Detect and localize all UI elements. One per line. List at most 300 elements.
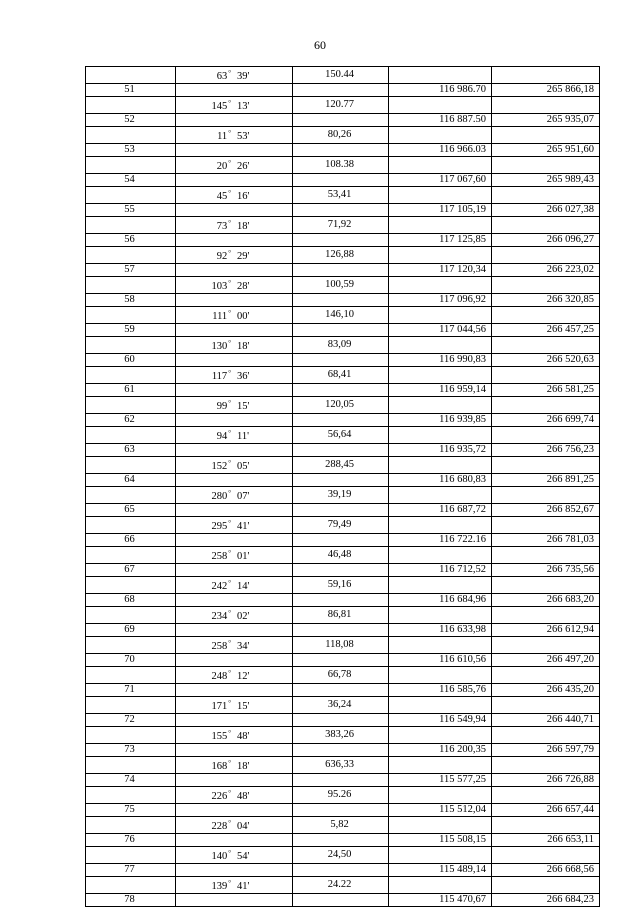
- angle-degrees-value: 63: [216, 71, 228, 82]
- direction-angle-cell: [176, 337, 293, 354]
- direction-angle-cell: [176, 817, 293, 834]
- point-number-cell: [86, 307, 176, 324]
- x-coordinate-cell: 116 684,96: [389, 594, 492, 607]
- angle-minutes: 05': [237, 461, 250, 472]
- point-row: [86, 144, 600, 157]
- y-coordinate-cell: 266 027,38: [492, 204, 600, 217]
- y-coordinate-cell: 266 657,44: [492, 804, 600, 817]
- x-coordinate-cell: [389, 457, 492, 474]
- direction-angle-cell: [176, 564, 293, 577]
- degree-sign: °: [228, 549, 231, 557]
- direction-angle-cell: [176, 504, 293, 517]
- y-coordinate-cell: [492, 187, 600, 204]
- point-number-cell: 55: [86, 204, 176, 217]
- segment-row: [86, 217, 600, 234]
- distance-cell: 46,48: [293, 547, 389, 564]
- point-number-cell: 72: [86, 714, 176, 727]
- x-coordinate-cell: 117 105,19: [389, 204, 492, 217]
- direction-angle-cell: [176, 667, 293, 684]
- x-coordinate-cell: 115 512,04: [389, 804, 492, 817]
- angle-minutes: 15': [237, 401, 250, 412]
- segment-row: [86, 427, 600, 444]
- direction-angle-cell: [176, 264, 293, 277]
- y-coordinate-cell: [492, 487, 600, 504]
- degree-sign: °: [228, 309, 231, 317]
- distance-cell: [293, 714, 389, 727]
- direction-angle: [179, 847, 249, 863]
- x-coordinate-cell: 117 067,60: [389, 174, 492, 187]
- direction-angle-cell: [176, 864, 293, 877]
- point-number-cell: [86, 877, 176, 894]
- direction-angle-cell: [176, 234, 293, 247]
- angle-degrees: [179, 577, 231, 593]
- direction-angle-cell: [176, 534, 293, 547]
- direction-angle-cell: [176, 474, 293, 487]
- point-number-cell: 70: [86, 654, 176, 667]
- distance-cell: 146,10: [293, 307, 389, 324]
- point-row: [86, 774, 600, 787]
- angle-degrees: [179, 217, 231, 233]
- angle-degrees-value: 139: [211, 881, 228, 892]
- y-coordinate-cell: [492, 577, 600, 594]
- direction-angle: [179, 127, 249, 143]
- angle-degrees-value: 171: [211, 701, 228, 712]
- x-coordinate-cell: 117 120,34: [389, 264, 492, 277]
- direction-angle-cell: [176, 727, 293, 744]
- point-row: [86, 474, 600, 487]
- direction-angle: [179, 607, 249, 623]
- angle-degrees-value: 103: [211, 281, 228, 292]
- degree-sign: °: [228, 369, 231, 377]
- angle-degrees: [179, 517, 231, 533]
- direction-angle-cell: [176, 127, 293, 144]
- direction-angle: [179, 787, 249, 803]
- point-row: [86, 114, 600, 127]
- distance-cell: 39,19: [293, 487, 389, 504]
- angle-degrees: [179, 157, 231, 173]
- x-coordinate-cell: [389, 847, 492, 864]
- y-coordinate-cell: [492, 397, 600, 414]
- point-number-cell: 58: [86, 294, 176, 307]
- point-number-cell: 56: [86, 234, 176, 247]
- segment-row: [86, 847, 600, 864]
- degree-sign: °: [228, 399, 231, 407]
- y-coordinate-cell: [492, 457, 600, 474]
- angle-minutes: 48': [237, 731, 250, 742]
- x-coordinate-cell: 116 585,76: [389, 684, 492, 697]
- direction-angle-cell: [176, 697, 293, 714]
- direction-angle-cell: [176, 367, 293, 384]
- point-number-cell: [86, 367, 176, 384]
- degree-sign: °: [228, 789, 231, 797]
- y-coordinate-cell: 266 891,25: [492, 474, 600, 487]
- angle-degrees-value: 228: [211, 821, 228, 832]
- angle-minutes: 28': [237, 281, 250, 292]
- degree-sign: °: [228, 729, 231, 737]
- distance-cell: [293, 594, 389, 607]
- point-row: [86, 534, 600, 547]
- segment-row: [86, 607, 600, 624]
- angle-degrees: [179, 67, 231, 83]
- x-coordinate-cell: [389, 187, 492, 204]
- direction-angle-cell: [176, 247, 293, 264]
- point-number-cell: 57: [86, 264, 176, 277]
- direction-angle: [179, 247, 249, 263]
- x-coordinate-cell: 116 939,85: [389, 414, 492, 427]
- degree-sign: °: [228, 489, 231, 497]
- y-coordinate-cell: 266 497,20: [492, 654, 600, 667]
- direction-angle-cell: [176, 144, 293, 157]
- x-coordinate-cell: 117 044,56: [389, 324, 492, 337]
- distance-cell: [293, 804, 389, 817]
- x-coordinate-cell: 116 712,52: [389, 564, 492, 577]
- point-number-cell: [86, 667, 176, 684]
- degree-sign: °: [228, 429, 231, 437]
- y-coordinate-cell: 266 781,03: [492, 534, 600, 547]
- direction-angle-cell: [176, 457, 293, 474]
- distance-cell: 68,41: [293, 367, 389, 384]
- direction-angle-cell: [176, 84, 293, 97]
- y-coordinate-cell: 266 683,20: [492, 594, 600, 607]
- point-number-cell: 69: [86, 624, 176, 637]
- point-number-cell: 52: [86, 114, 176, 127]
- y-coordinate-cell: [492, 367, 600, 384]
- point-number-cell: [86, 787, 176, 804]
- angle-degrees: [179, 277, 231, 293]
- direction-angle-cell: [176, 594, 293, 607]
- direction-angle-cell: [176, 187, 293, 204]
- segment-row: [86, 547, 600, 564]
- distance-cell: [293, 444, 389, 457]
- y-coordinate-cell: [492, 307, 600, 324]
- coordinates-table-body: [86, 67, 600, 907]
- distance-cell: 120,05: [293, 397, 389, 414]
- degree-sign: °: [228, 639, 231, 647]
- segment-row: [86, 337, 600, 354]
- point-number-cell: 62: [86, 414, 176, 427]
- angle-degrees: [179, 547, 231, 563]
- direction-angle: [179, 97, 249, 113]
- point-row: [86, 744, 600, 757]
- y-coordinate-cell: [492, 427, 600, 444]
- angle-degrees: [179, 877, 231, 893]
- y-coordinate-cell: [492, 847, 600, 864]
- page-number: 60: [314, 38, 326, 52]
- point-number-cell: 65: [86, 504, 176, 517]
- point-number-cell: [86, 337, 176, 354]
- degree-sign: °: [228, 879, 231, 887]
- angle-degrees: [179, 637, 231, 653]
- x-coordinate-cell: 116 200,35: [389, 744, 492, 757]
- point-number-cell: [86, 457, 176, 474]
- direction-angle: [179, 337, 249, 353]
- y-coordinate-cell: 266 612,94: [492, 624, 600, 637]
- point-number-cell: 66: [86, 534, 176, 547]
- x-coordinate-cell: [389, 127, 492, 144]
- point-row: [86, 204, 600, 217]
- point-row: [86, 264, 600, 277]
- segment-row: [86, 67, 600, 84]
- y-coordinate-cell: 266 726,88: [492, 774, 600, 787]
- direction-angle: [179, 277, 249, 293]
- direction-angle-cell: [176, 487, 293, 504]
- direction-angle: [179, 367, 249, 383]
- y-coordinate-cell: 266 756,23: [492, 444, 600, 457]
- y-coordinate-cell: 266 581,25: [492, 384, 600, 397]
- distance-cell: [293, 624, 389, 637]
- angle-minutes: 18': [237, 221, 250, 232]
- segment-row: [86, 667, 600, 684]
- y-coordinate-cell: [492, 517, 600, 534]
- angle-minutes: 16': [237, 191, 250, 202]
- y-coordinate-cell: [492, 247, 600, 264]
- direction-angle-cell: [176, 787, 293, 804]
- y-coordinate-cell: [492, 547, 600, 564]
- point-number-cell: [86, 67, 176, 84]
- x-coordinate-cell: 115 577,25: [389, 774, 492, 787]
- distance-cell: [293, 264, 389, 277]
- distance-cell: [293, 144, 389, 157]
- direction-angle: [179, 487, 249, 503]
- angle-minutes: 53': [237, 131, 250, 142]
- direction-angle-cell: [176, 847, 293, 864]
- direction-angle-cell: [176, 427, 293, 444]
- point-number-cell: [86, 217, 176, 234]
- distance-cell: [293, 474, 389, 487]
- direction-angle-cell: [176, 744, 293, 757]
- point-number-cell: [86, 727, 176, 744]
- angle-minutes: 18': [237, 761, 250, 772]
- point-row: [86, 594, 600, 607]
- point-number-cell: [86, 517, 176, 534]
- y-coordinate-cell: 266 735,56: [492, 564, 600, 577]
- y-coordinate-cell: 266 435,20: [492, 684, 600, 697]
- direction-angle: [179, 397, 249, 413]
- distance-cell: 80,26: [293, 127, 389, 144]
- angle-degrees-value: 248: [211, 671, 228, 682]
- x-coordinate-cell: [389, 697, 492, 714]
- point-number-cell: 68: [86, 594, 176, 607]
- x-coordinate-cell: [389, 727, 492, 744]
- distance-cell: 100,59: [293, 277, 389, 294]
- distance-cell: 66,78: [293, 667, 389, 684]
- direction-angle-cell: [176, 67, 293, 84]
- direction-angle: [179, 877, 249, 893]
- distance-cell: 83,09: [293, 337, 389, 354]
- angle-degrees: [179, 187, 231, 203]
- direction-angle-cell: [176, 354, 293, 367]
- y-coordinate-cell: [492, 757, 600, 774]
- direction-angle: [179, 757, 249, 773]
- y-coordinate-cell: [492, 277, 600, 294]
- point-row: [86, 234, 600, 247]
- segment-row: [86, 457, 600, 474]
- angle-degrees: [179, 427, 231, 443]
- point-number-cell: 76: [86, 834, 176, 847]
- x-coordinate-cell: 117 125,85: [389, 234, 492, 247]
- x-coordinate-cell: [389, 637, 492, 654]
- angle-degrees: [179, 817, 231, 833]
- direction-angle-cell: [176, 577, 293, 594]
- x-coordinate-cell: [389, 667, 492, 684]
- degree-sign: °: [228, 849, 231, 857]
- y-coordinate-cell: 266 457,25: [492, 324, 600, 337]
- angle-minutes: 11': [237, 431, 250, 442]
- x-coordinate-cell: [389, 787, 492, 804]
- angle-degrees-value: 130: [211, 341, 228, 352]
- direction-angle-cell: [176, 324, 293, 337]
- direction-angle: [179, 817, 249, 833]
- point-number-cell: [86, 547, 176, 564]
- distance-cell: 5,82: [293, 817, 389, 834]
- y-coordinate-cell: 265 866,18: [492, 84, 600, 97]
- direction-angle-cell: [176, 204, 293, 217]
- angle-minutes: 39': [237, 71, 250, 82]
- segment-row: [86, 517, 600, 534]
- point-number-cell: 63: [86, 444, 176, 457]
- distance-cell: 36,24: [293, 697, 389, 714]
- angle-degrees-value: 140: [211, 851, 228, 862]
- distance-cell: [293, 744, 389, 757]
- point-number-cell: [86, 187, 176, 204]
- angle-degrees-value: 11: [217, 131, 228, 142]
- x-coordinate-cell: [389, 367, 492, 384]
- point-number-cell: [86, 247, 176, 264]
- x-coordinate-cell: [389, 277, 492, 294]
- y-coordinate-cell: 266 320,85: [492, 294, 600, 307]
- angle-degrees: [179, 337, 231, 353]
- x-coordinate-cell: 116 935,72: [389, 444, 492, 457]
- x-coordinate-cell: [389, 67, 492, 84]
- distance-cell: 24.22: [293, 877, 389, 894]
- y-coordinate-cell: [492, 727, 600, 744]
- x-coordinate-cell: 116 633,98: [389, 624, 492, 637]
- direction-angle: [179, 307, 249, 323]
- angle-degrees-value: 20: [216, 161, 228, 172]
- point-number-cell: [86, 577, 176, 594]
- y-coordinate-cell: [492, 127, 600, 144]
- y-coordinate-cell: [492, 697, 600, 714]
- distance-cell: [293, 174, 389, 187]
- degree-sign: °: [228, 189, 231, 197]
- y-coordinate-cell: 266 520,63: [492, 354, 600, 367]
- direction-angle: [179, 427, 249, 443]
- direction-angle: [179, 67, 249, 83]
- distance-cell: [293, 324, 389, 337]
- point-number-cell: 51: [86, 84, 176, 97]
- x-coordinate-cell: [389, 487, 492, 504]
- angle-degrees: [179, 127, 231, 143]
- direction-angle-cell: [176, 834, 293, 847]
- point-number-cell: 74: [86, 774, 176, 787]
- x-coordinate-cell: [389, 817, 492, 834]
- point-number-cell: 75: [86, 804, 176, 817]
- direction-angle: [179, 697, 249, 713]
- degree-sign: °: [228, 129, 231, 137]
- segment-row: [86, 757, 600, 774]
- angle-degrees: [179, 307, 231, 323]
- segment-row: [86, 307, 600, 324]
- distance-cell: [293, 564, 389, 577]
- direction-angle-cell: [176, 877, 293, 894]
- degree-sign: °: [228, 99, 231, 107]
- segment-row: [86, 787, 600, 804]
- y-coordinate-cell: 265 935,07: [492, 114, 600, 127]
- point-number-cell: [86, 817, 176, 834]
- distance-cell: 118,08: [293, 637, 389, 654]
- direction-angle-cell: [176, 547, 293, 564]
- segment-row: [86, 97, 600, 114]
- direction-angle-cell: [176, 277, 293, 294]
- direction-angle-cell: [176, 757, 293, 774]
- distance-cell: [293, 504, 389, 517]
- segment-row: [86, 157, 600, 174]
- direction-angle-cell: [176, 624, 293, 637]
- direction-angle-cell: [176, 174, 293, 187]
- distance-cell: 636,33: [293, 757, 389, 774]
- point-row: [86, 84, 600, 97]
- angle-degrees-value: 258: [211, 641, 228, 652]
- angle-degrees-value: 111: [212, 311, 228, 322]
- distance-cell: [293, 384, 389, 397]
- point-number-cell: [86, 697, 176, 714]
- x-coordinate-cell: 116 549,94: [389, 714, 492, 727]
- distance-cell: [293, 414, 389, 427]
- direction-angle: [179, 157, 249, 173]
- point-number-cell: [86, 607, 176, 624]
- point-row: [86, 414, 600, 427]
- point-row: [86, 654, 600, 667]
- direction-angle: [179, 667, 249, 683]
- angle-degrees-value: 92: [216, 251, 228, 262]
- degree-sign: °: [228, 699, 231, 707]
- angle-minutes: 01': [237, 551, 250, 562]
- angle-degrees-value: 258: [211, 551, 228, 562]
- angle-degrees-value: 117: [211, 371, 228, 382]
- x-coordinate-cell: 116 722.16: [389, 534, 492, 547]
- angle-degrees: [179, 97, 231, 113]
- y-coordinate-cell: [492, 817, 600, 834]
- y-coordinate-cell: [492, 877, 600, 894]
- point-row: [86, 684, 600, 697]
- distance-cell: [293, 864, 389, 877]
- degree-sign: °: [228, 819, 231, 827]
- x-coordinate-cell: [389, 517, 492, 534]
- point-row: [86, 504, 600, 517]
- angle-degrees-value: 73: [216, 221, 228, 232]
- point-number-cell: 64: [86, 474, 176, 487]
- point-row: [86, 324, 600, 337]
- segment-row: [86, 127, 600, 144]
- angle-minutes: 00': [237, 311, 250, 322]
- point-row: [86, 384, 600, 397]
- direction-angle-cell: [176, 114, 293, 127]
- point-number-cell: 71: [86, 684, 176, 697]
- y-coordinate-cell: 266 699,74: [492, 414, 600, 427]
- direction-angle: [179, 457, 249, 473]
- segment-row: [86, 817, 600, 834]
- distance-cell: [293, 234, 389, 247]
- degree-sign: °: [228, 669, 231, 677]
- x-coordinate-cell: [389, 757, 492, 774]
- direction-angle-cell: [176, 654, 293, 667]
- point-number-cell: 53: [86, 144, 176, 157]
- distance-cell: 59,16: [293, 577, 389, 594]
- point-number-cell: [86, 277, 176, 294]
- y-coordinate-cell: [492, 217, 600, 234]
- point-number-cell: 59: [86, 324, 176, 337]
- point-number-cell: 54: [86, 174, 176, 187]
